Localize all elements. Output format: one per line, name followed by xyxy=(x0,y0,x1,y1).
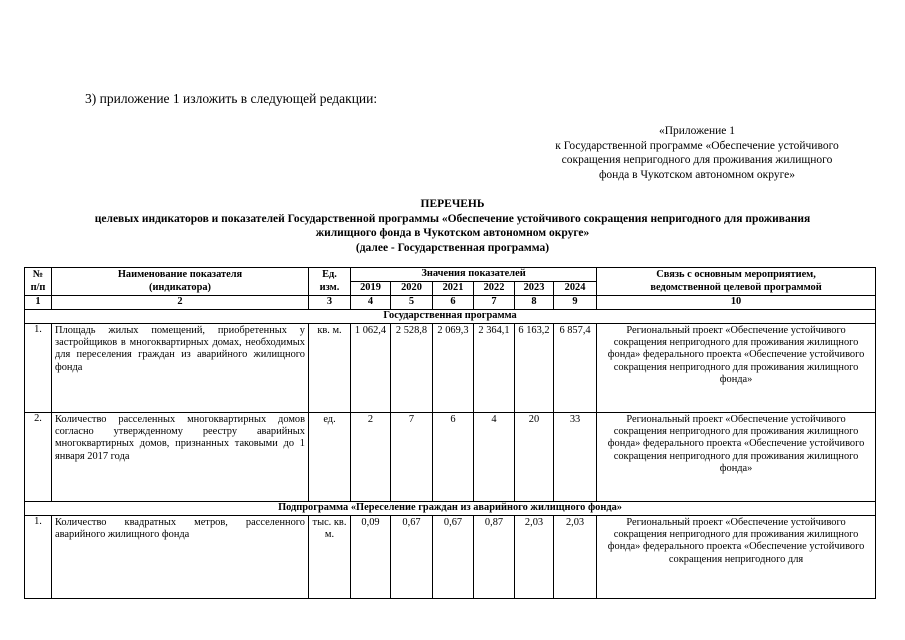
section-state-program: Государственная программа xyxy=(25,310,876,324)
header-link xyxy=(597,268,876,296)
value-2020: 0,67 xyxy=(391,516,433,599)
value-2022: 0,87 xyxy=(474,516,515,599)
program-link: Региональный проект «Обеспечение устойчивого сокращения непригодного для проживания жилищного фонда» федерального проекта «Обеспечение устойчивого сокращения непригодного для проживания жилищного фонда» xyxy=(597,324,876,413)
appendix-line: сокращения непригодного для проживания жилищного xyxy=(561,154,833,166)
table-row xyxy=(25,413,876,502)
title-line: (далее - Государственная программа) xyxy=(355,241,550,254)
unit-cell: тыс. кв. м. xyxy=(309,516,351,599)
amendment-intro: 3) приложение 1 изложить в следующей редакции: xyxy=(85,91,378,106)
title-heading: ПЕРЕЧЕНЬ xyxy=(420,198,485,210)
column-number: 6 xyxy=(433,296,474,310)
column-number: 1 xyxy=(25,296,52,310)
column-number: 9 xyxy=(554,296,597,310)
value-2019: 0,09 xyxy=(351,516,391,599)
header-year: 2021 xyxy=(433,282,474,296)
value-2024: 6 857,4 xyxy=(554,324,597,413)
header-year: 2022 xyxy=(474,282,515,296)
unit-cell: ед. xyxy=(309,413,351,502)
document-title xyxy=(0,197,905,255)
title-line: жилищного фонда в Чукотском автономном округе» xyxy=(315,227,590,239)
value-2024: 33 xyxy=(554,413,597,502)
header-name-line1: Наименование показателя xyxy=(117,269,243,281)
column-number: 4 xyxy=(351,296,391,310)
section-subprogram: Подпрограмма «Переселение граждан из аварийного жилищного фонда» xyxy=(25,502,876,516)
header-name-line2: (индикатора) xyxy=(148,281,212,293)
column-number: 5 xyxy=(391,296,433,310)
header-unit xyxy=(309,268,351,296)
header-unit-line2: изм. xyxy=(319,281,340,293)
value-2021: 6 xyxy=(433,413,474,502)
program-link: Региональный проект «Обеспечение устойчивого сокращения непригодного для проживания жилищного фонда» федерального проекта «Обеспечение устойчивого сокращения непригодного для xyxy=(597,516,876,599)
row-number: 1. xyxy=(25,324,52,413)
header-year: 2024 xyxy=(554,282,597,296)
header-number xyxy=(25,268,52,296)
header-year: 2019 xyxy=(351,282,391,296)
value-2020: 7 xyxy=(391,413,433,502)
indicators-table xyxy=(24,267,876,599)
unit-cell: кв. м. xyxy=(309,324,351,413)
column-number: 8 xyxy=(515,296,554,310)
program-link: Региональный проект «Обеспечение устойчивого сокращения непригодного для проживания жилищного фонда» федерального проекта «Обеспечение устойчивого сокращения непригодного для проживания жилищного фонда» xyxy=(597,413,876,502)
value-2019: 1 062,4 xyxy=(351,324,391,413)
value-2023: 6 163,2 xyxy=(515,324,554,413)
indicator-name: Количество расселенных многоквартирных домов согласно утвержденному реестру аварийных многоквартирных домов, признанных таковыми до 1 января 2017 года xyxy=(52,413,309,502)
column-number: 10 xyxy=(597,296,876,310)
value-2019: 2 xyxy=(351,413,391,502)
value-2021: 0,67 xyxy=(433,516,474,599)
appendix-line: «Приложение 1 xyxy=(658,125,736,137)
title-line: целевых индикаторов и показателей Государственной программы «Обеспечение устойчивого сокращения непригодного для проживания xyxy=(94,212,811,225)
header-year: 2020 xyxy=(391,282,433,296)
appendix-line: к Государственной программе «Обеспечение устойчивого xyxy=(555,139,839,152)
row-number: 2. xyxy=(25,413,52,502)
column-number-row xyxy=(25,296,876,310)
header-link-line2: ведомственной целевой программой xyxy=(650,281,822,293)
value-2020: 2 528,8 xyxy=(391,324,433,413)
appendix-reference xyxy=(524,124,870,182)
value-2024: 2,03 xyxy=(554,516,597,599)
column-number: 3 xyxy=(309,296,351,310)
header-link-line1: Связь с основным мероприятием, xyxy=(656,269,816,281)
header-indicator-name xyxy=(52,268,309,296)
value-2022: 4 xyxy=(474,413,515,502)
table-row xyxy=(25,516,876,599)
indicator-name: Количество квадратных метров, расселенного аварийного жилищного фонда xyxy=(52,516,309,599)
header-number-line2: п/п xyxy=(30,281,46,293)
appendix-line: фонда в Чукотском автономном округе» xyxy=(598,168,796,181)
header-year: 2023 xyxy=(515,282,554,296)
value-2023: 2,03 xyxy=(515,516,554,599)
row-number: 1. xyxy=(25,516,52,599)
header-values: Значения показателей xyxy=(351,268,597,282)
indicator-name: Площадь жилых помещений, приобретенных у застройщиков в многоквартирных домах, необходимых для переселения граждан из аварийного жилищного фонда xyxy=(52,324,309,413)
header-unit-line1: Ед. xyxy=(322,269,337,281)
header-number-line1: № xyxy=(32,269,44,281)
table-row xyxy=(25,324,876,413)
value-2023: 20 xyxy=(515,413,554,502)
value-2021: 2 069,3 xyxy=(433,324,474,413)
value-2022: 2 364,1 xyxy=(474,324,515,413)
column-number: 7 xyxy=(474,296,515,310)
column-number: 2 xyxy=(52,296,309,310)
